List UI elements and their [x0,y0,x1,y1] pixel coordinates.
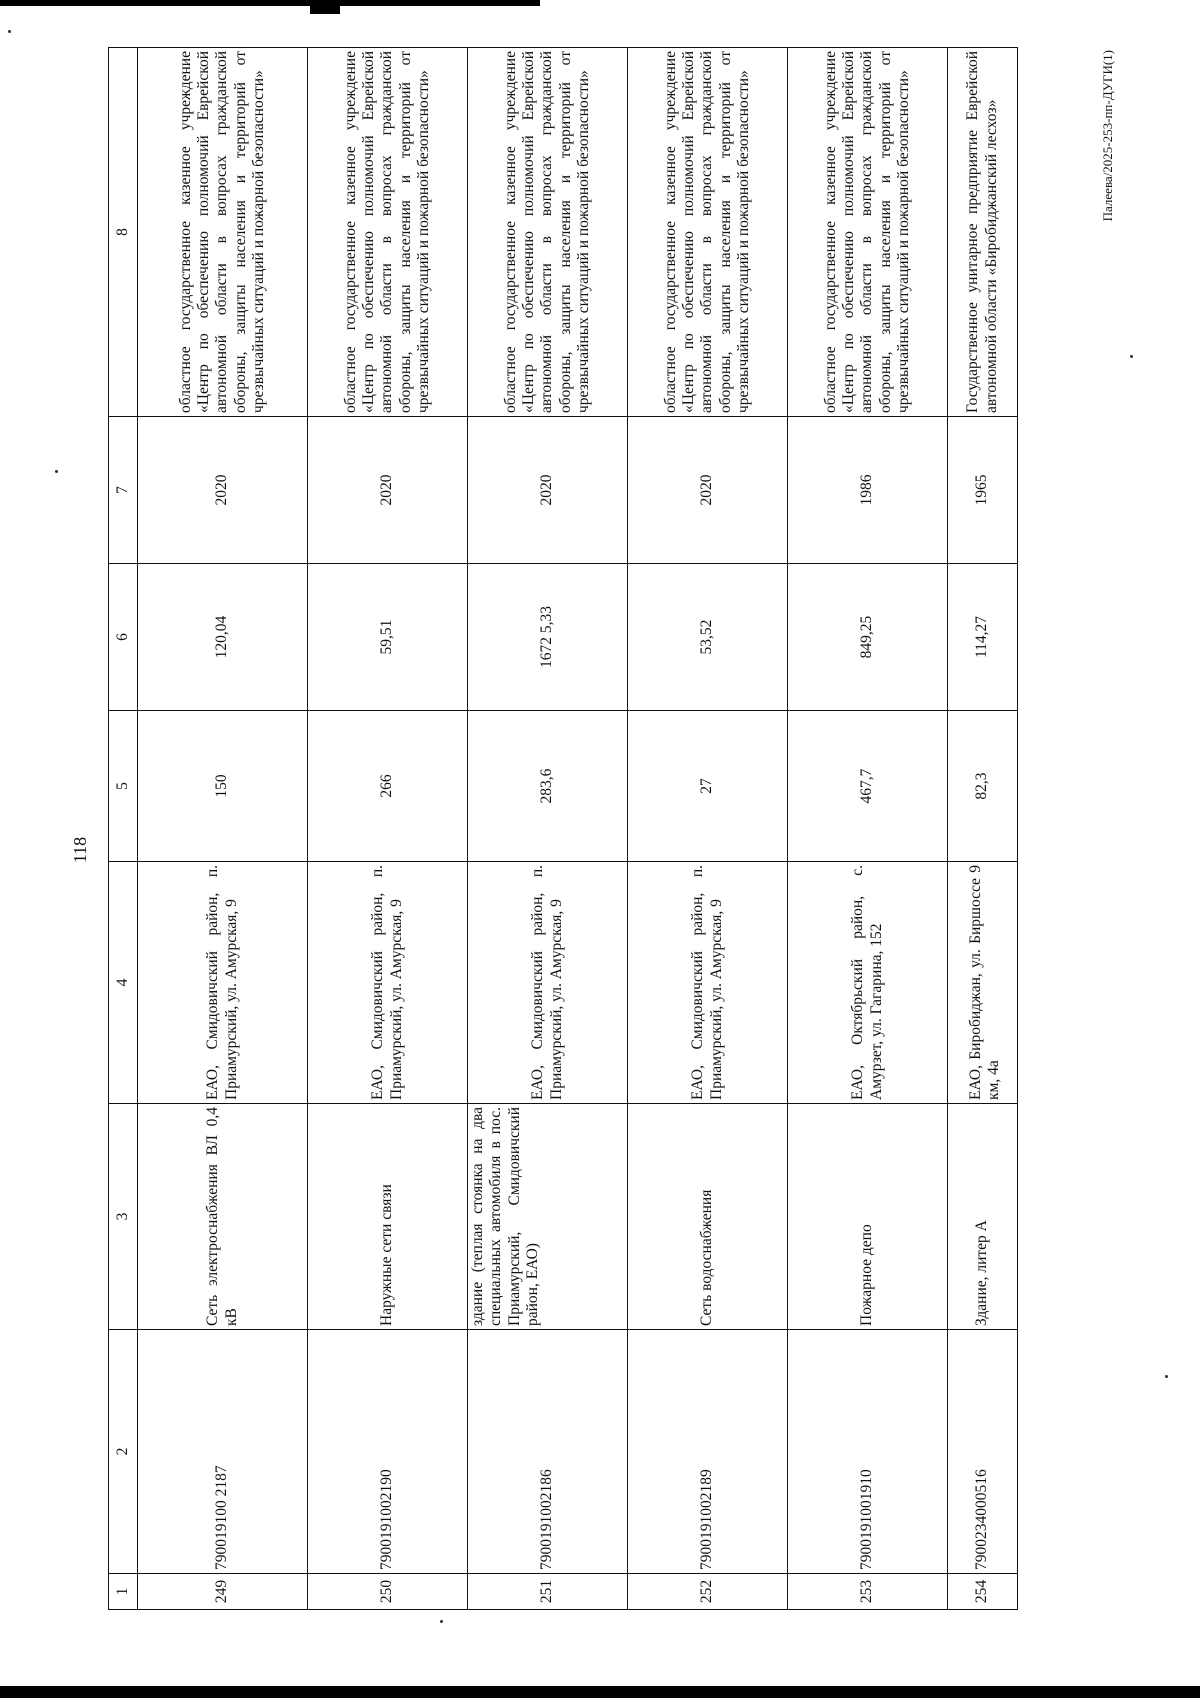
column-number-row [109,48,138,1610]
scan-speck [8,30,11,33]
table-row [308,48,468,1610]
object-year: 2020 [628,417,788,564]
object-size: 27 [628,711,788,862]
row-number: 250 [308,1574,468,1610]
row-number: 249 [138,1574,308,1610]
object-size: 283,6 [468,711,628,862]
col-header-8: 8 [109,48,138,417]
object-value: 849,25 [788,564,948,711]
cadastral-number: 7900191002186 [468,1330,628,1574]
row-number: 254 [948,1574,1018,1610]
col-header-1: 1 [109,1574,138,1610]
scan-edge-top-mark [310,0,340,14]
page-number: 118 [70,836,90,864]
object-value: 114,27 [948,564,1018,711]
scan-edge-top [0,0,540,6]
cadastral-number: 7900191002190 [308,1330,468,1574]
scan-speck [1165,1375,1168,1378]
object-value: 53,52 [628,564,788,711]
object-year: 1965 [948,417,1018,564]
holder-organization: областное государственное казенное учреждение «Центр по обеспечению полномочий Еврейской автономной области в вопросах гражданской обороны, защиты населения и территорий от чрезвычайных ситуаций и пожарной безопасности» [788,48,948,417]
row-number: 253 [788,1574,948,1610]
scan-edge-bottom [0,1686,1200,1698]
table-row [788,48,948,1610]
object-name: Сеть водоснабжения [628,1104,788,1330]
object-address: ЕАО, Биробиджан, ул. Биршоссе 9 км, 4а [948,862,1018,1104]
cadastral-number: 7900191002189 [628,1330,788,1574]
col-header-6: 6 [109,564,138,711]
col-header-4: 4 [109,862,138,1104]
object-year: 2020 [308,417,468,564]
object-value: 120,04 [138,564,308,711]
object-name: Пожарное депо [788,1104,948,1330]
col-header-2: 2 [109,1330,138,1574]
document-footer-code: Палеева/2025-253-пп-ДУГИ(1) [1100,50,1115,222]
object-address: ЕАО, Октябрьский район, с. Амурзет, ул. Гагарина, 152 [788,862,948,1104]
holder-organization: областное государственное казенное учреждение «Центр по обеспечению полномочий Еврейской автономной области в вопросах гражданской обороны, защиты населения и территорий от чрезвычайных ситуаций и пожарной безопасности» [308,48,468,417]
object-name: Здание, литер А [948,1104,1018,1330]
object-name: здание (теплая стоянка на два специальных автомобиля в пос. Приамурский, Смидовичский район, ЕАО) [468,1104,628,1330]
table-row [468,48,628,1610]
col-header-3: 3 [109,1104,138,1330]
object-size: 82,3 [948,711,1018,862]
row-number: 251 [468,1574,628,1610]
object-year: 2020 [468,417,628,564]
col-header-5: 5 [109,711,138,862]
row-number: 252 [628,1574,788,1610]
object-value: 1672 5,33 [468,564,628,711]
holder-organization: областное государственное казенное учреждение «Центр по обеспечению полномочий Еврейской автономной области в вопросах гражданской обороны, защиты населения и территорий от чрезвычайных ситуаций и пожарной безопасности» [138,48,308,417]
property-register-table [108,47,1018,1610]
holder-organization: областное государственное казенное учреждение «Центр по обеспечению полномочий Еврейской автономной области в вопросах гражданской обороны, защиты населения и территорий от чрезвычайных ситуаций и пожарной безопасности» [628,48,788,417]
cadastral-number: 7900234000516 [948,1330,1018,1574]
object-value: 59,51 [308,564,468,711]
object-address: ЕАО, Смидовичский район, п. Приамурский, ул. Амурская, 9 [138,862,308,1104]
object-size: 150 [138,711,308,862]
col-header-7: 7 [109,417,138,564]
table-row [948,48,1018,1610]
holder-organization: Государственное унитарное предприятие Еврейской автономной области «Биробиджанский лесхоз» [948,48,1018,417]
table-row [138,48,308,1610]
rotated-landscape-sheet [20,50,1150,1650]
object-name: Наружные сети связи [308,1104,468,1330]
object-size: 266 [308,711,468,862]
object-address: ЕАО, Смидовичский район, п. Приамурский, ул. Амурская, 9 [628,862,788,1104]
object-address: ЕАО, Смидовичский район, п. Приамурский, ул. Амурская, 9 [308,862,468,1104]
object-year: 1986 [788,417,948,564]
cadastral-number: 7900191001910 [788,1330,948,1574]
object-size: 467,7 [788,711,948,862]
object-name: Сеть электроснабжения ВЛ 0,4 кВ [138,1104,308,1330]
object-address: ЕАО, Смидовичский район, п. Приамурский, ул. Амурская, 9 [468,862,628,1104]
table-row [628,48,788,1610]
cadastral-number: 790019100 2187 [138,1330,308,1574]
holder-organization: областное государственное казенное учреждение «Центр по обеспечению полномочий Еврейской автономной области в вопросах гражданской обороны, защиты населения и территорий от чрезвычайных ситуаций и пожарной безопасности» [468,48,628,417]
object-year: 2020 [138,417,308,564]
